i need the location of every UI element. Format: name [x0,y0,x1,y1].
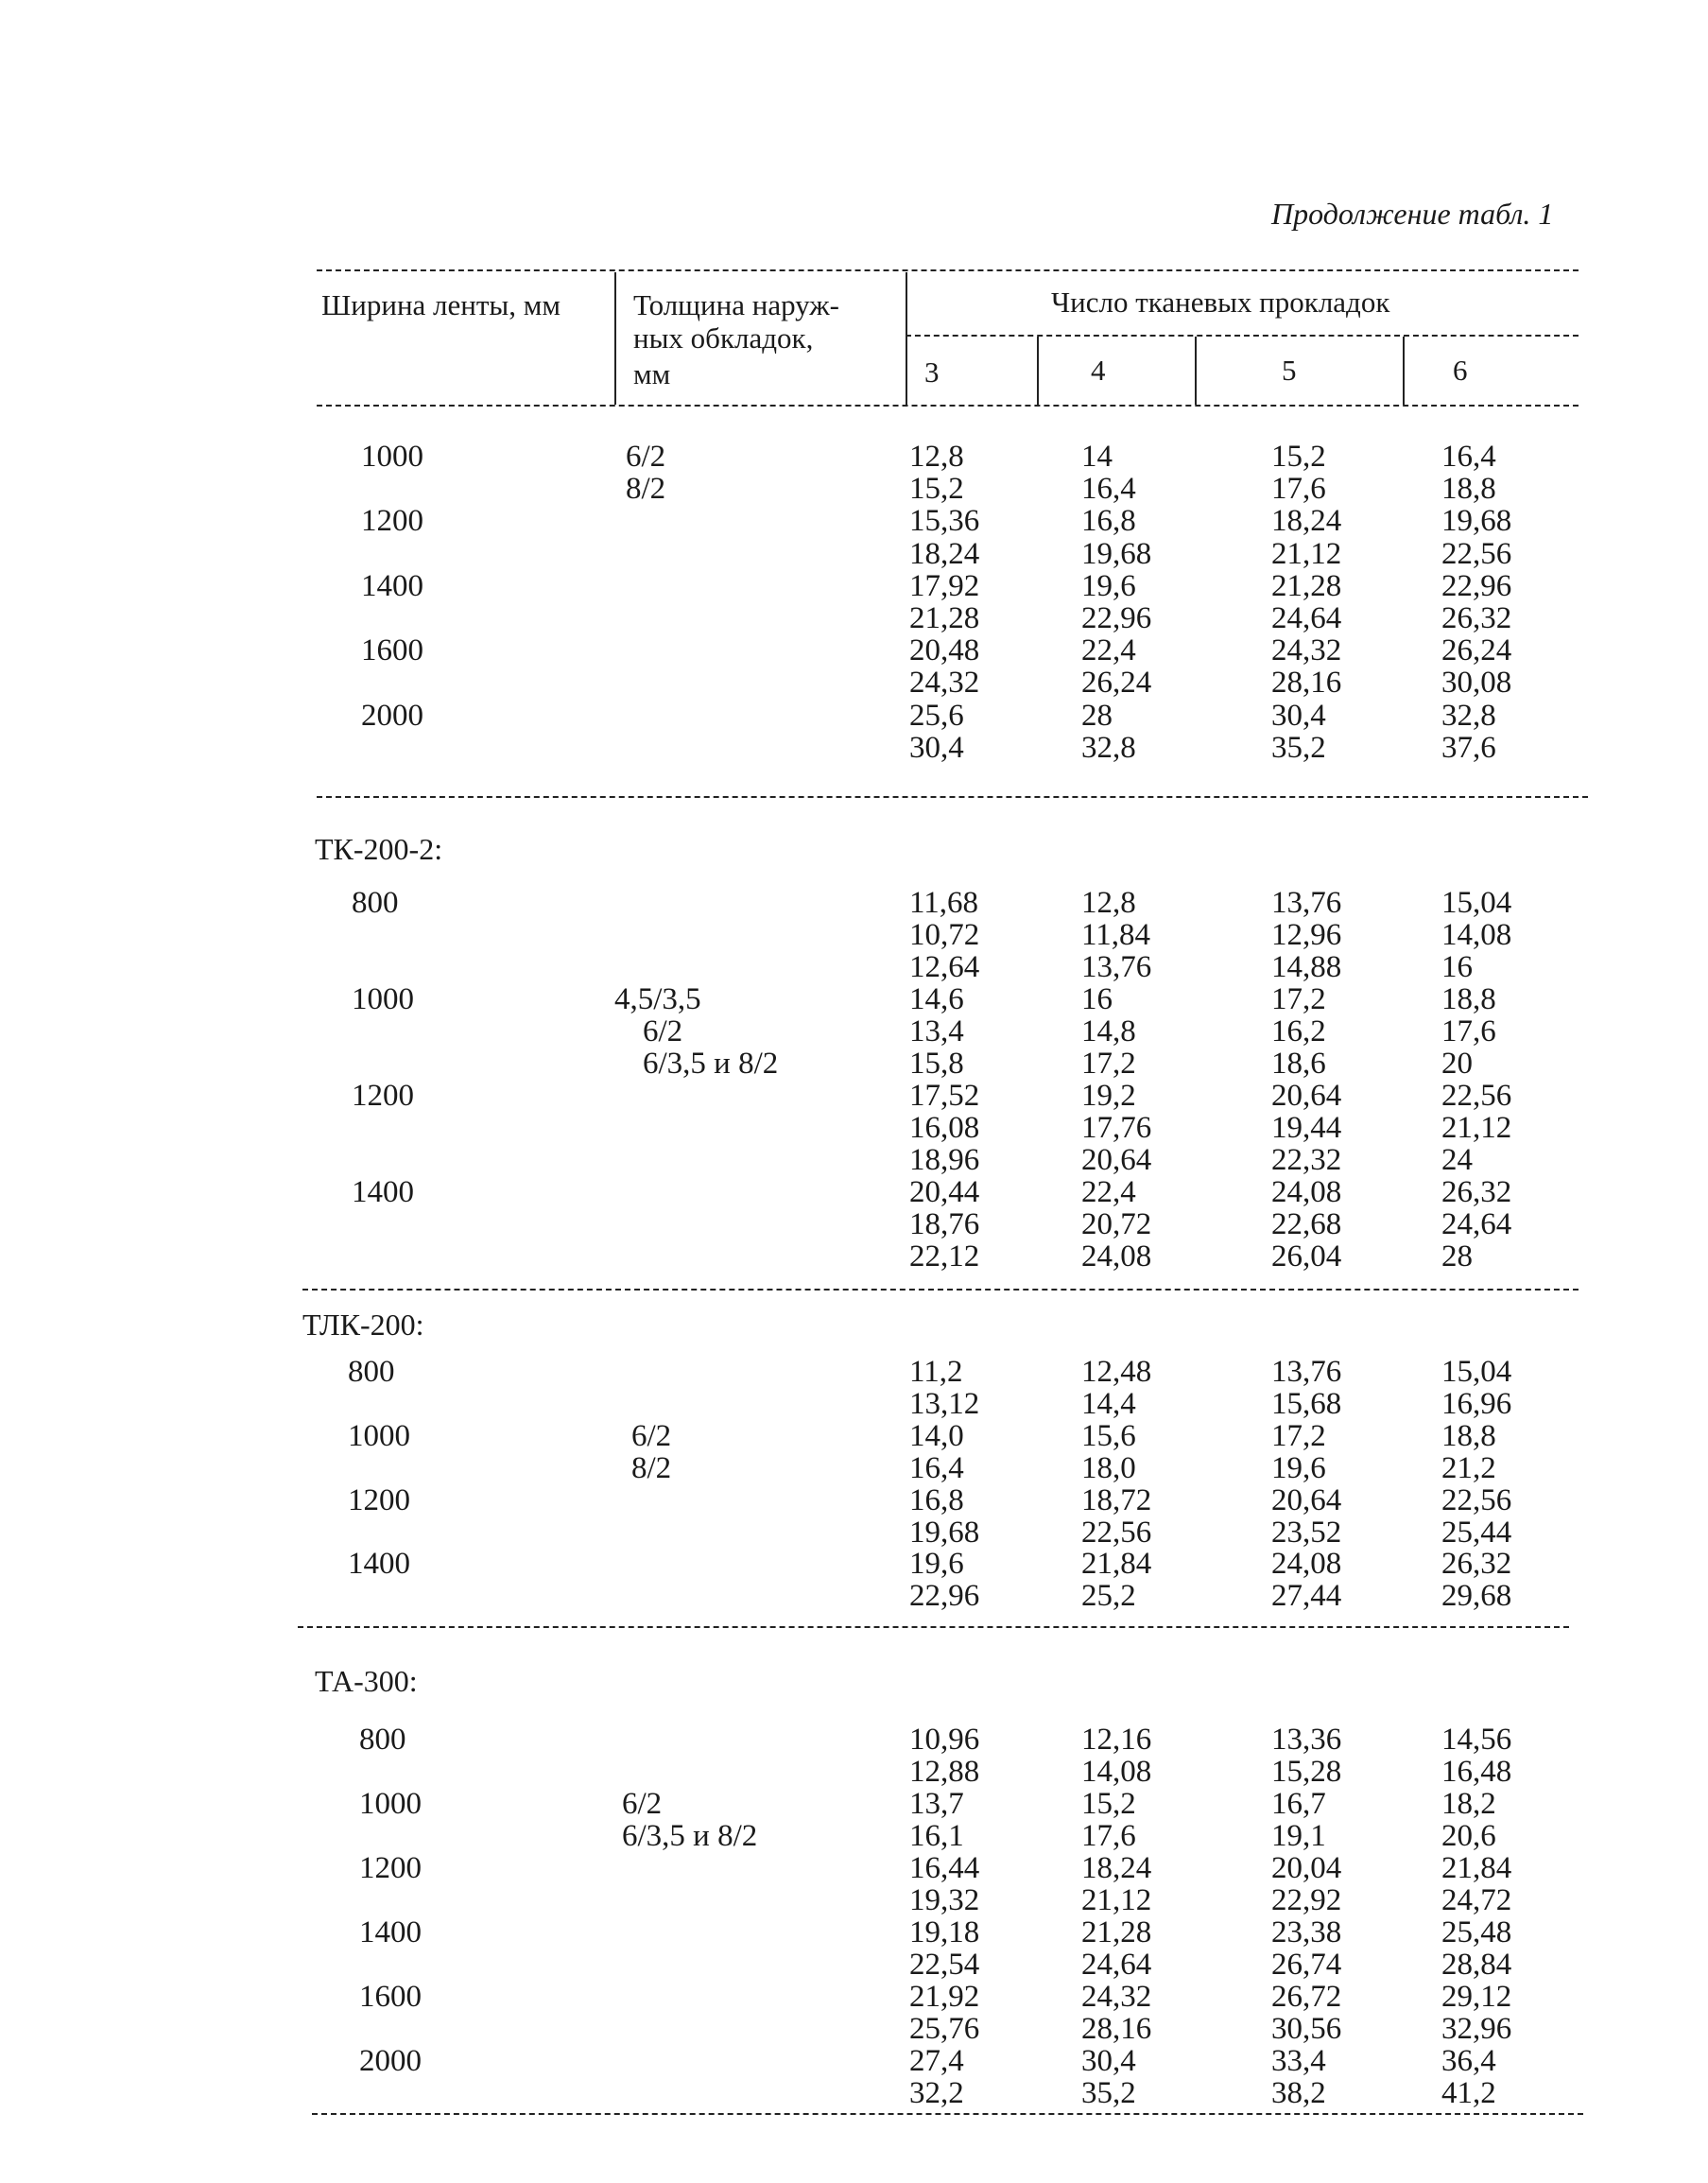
strength-value-cell: 25,48 [1441,1915,1512,1949]
strength-value-cell: 20 [1441,1047,1473,1081]
header-ply-6: 6 [1453,354,1468,387]
strength-value-cell: 30,08 [1441,666,1512,700]
strength-value-cell: 13,76 [1271,1355,1342,1389]
strength-value-cell: 18,76 [909,1207,980,1241]
strength-value-cell: 15,28 [1271,1755,1342,1789]
header-thickness-line3: мм [633,357,671,390]
strength-value-cell: 15,04 [1441,1355,1512,1389]
strength-value-cell: 15,6 [1081,1419,1136,1453]
strength-value-cell: 11,68 [909,886,979,920]
header-ply-3: 3 [924,355,940,389]
strength-value-cell: 24,08 [1081,1239,1152,1273]
strength-value-cell: 15,2 [909,472,964,506]
belt-width-cell: 800 [359,1723,406,1757]
header-divider-2 [906,272,907,405]
strength-value-cell: 13,12 [909,1387,980,1421]
strength-value-cell: 24,08 [1271,1547,1342,1581]
strength-value-cell: 18,2 [1441,1787,1496,1821]
strength-value-cell: 28 [1081,699,1113,733]
header-thickness-line1: Толщина наруж- [633,288,839,321]
strength-value-cell: 13,4 [909,1014,964,1048]
strength-value-cell: 26,74 [1271,1948,1342,1982]
belt-width-cell: 1200 [352,1079,414,1113]
belt-width-cell: 1000 [359,1787,422,1821]
strength-value-cell: 32,8 [1441,699,1496,733]
strength-value-cell: 16,1 [909,1819,964,1853]
strength-value-cell: 20,6 [1441,1819,1496,1853]
strength-value-cell: 13,76 [1271,886,1342,920]
strength-value-cell: 22,4 [1081,1175,1136,1209]
belt-width-cell: 1600 [361,633,423,667]
strength-value-cell: 27,4 [909,2044,964,2078]
strength-value-cell: 12,8 [909,440,964,474]
strength-value-cell: 28,84 [1441,1948,1512,1982]
strength-value-cell: 15,68 [1271,1387,1342,1421]
strength-value-cell: 16,2 [1271,1014,1326,1048]
header-divider-1 [614,272,616,405]
header-ply-5: 5 [1282,354,1297,387]
header-divider-5 [1403,337,1405,405]
strength-value-cell: 18,0 [1081,1451,1136,1485]
strength-value-cell: 21,12 [1441,1111,1512,1145]
strength-value-cell: 22,12 [909,1239,980,1273]
strength-value-cell: 32,2 [909,2076,964,2110]
strength-value-cell: 21,28 [1081,1915,1152,1949]
cover-thickness-cell: 8/2 [626,472,666,506]
strength-value-cell: 16,8 [909,1483,964,1517]
strength-value-cell: 21,12 [1081,1883,1152,1917]
strength-value-cell: 14,4 [1081,1387,1136,1421]
strength-value-cell: 19,1 [1271,1819,1326,1853]
strength-value-cell: 22,56 [1081,1516,1152,1550]
strength-value-cell: 35,2 [1271,731,1326,765]
strength-value-cell: 22,56 [1441,537,1512,571]
cover-thickness-cell: 6/2 [626,440,666,474]
strength-value-cell: 26,24 [1441,633,1512,667]
strength-value-cell: 24,64 [1081,1948,1152,1982]
strength-value-cell: 17,2 [1271,982,1326,1016]
cover-thickness-cell: 4,5/3,5 [614,982,701,1016]
strength-value-cell: 28,16 [1081,2012,1152,2046]
strength-value-cell: 17,52 [909,1079,980,1113]
strength-value-cell: 22,56 [1441,1079,1512,1113]
strength-value-cell: 17,2 [1081,1047,1136,1081]
strength-value-cell: 15,36 [909,504,980,538]
strength-value-cell: 21,2 [1441,1451,1496,1485]
strength-value-cell: 15,2 [1081,1787,1136,1821]
header-inner-rule [906,335,1579,337]
strength-value-cell: 28,16 [1271,666,1342,700]
strength-value-cell: 30,56 [1271,2012,1342,2046]
strength-value-cell: 20,72 [1081,1207,1152,1241]
strength-value-cell: 12,8 [1081,886,1136,920]
strength-value-cell: 33,4 [1271,2044,1326,2078]
strength-value-cell: 26,32 [1441,1547,1512,1581]
strength-value-cell: 19,2 [1081,1079,1136,1113]
strength-value-cell: 21,92 [909,1980,980,2014]
strength-value-cell: 21,84 [1441,1851,1512,1885]
strength-value-cell: 38,2 [1271,2076,1326,2110]
strength-value-cell: 16,4 [1081,472,1136,506]
strength-value-cell: 26,32 [1441,1175,1512,1209]
strength-value-cell: 19,68 [909,1516,980,1550]
strength-value-cell: 14,08 [1081,1755,1152,1789]
strength-value-cell: 24,64 [1441,1207,1512,1241]
strength-value-cell: 22,96 [1441,569,1512,603]
strength-value-cell: 25,76 [909,2012,980,2046]
strength-value-cell: 23,52 [1271,1516,1342,1550]
strength-value-cell: 20,48 [909,633,980,667]
header-width-label: Ширина ленты, мм [321,288,561,321]
cover-thickness-cell: 6/2 [631,1419,672,1453]
strength-value-cell: 20,04 [1271,1851,1342,1885]
strength-value-cell: 15,8 [909,1047,964,1081]
strength-value-cell: 24,32 [1271,633,1342,667]
cover-thickness-cell: 8/2 [631,1451,672,1485]
section-title: ТА-300: [315,1664,418,1698]
strength-value-cell: 16,48 [1441,1755,1512,1789]
strength-value-cell: 17,6 [1441,1014,1496,1048]
strength-value-cell: 19,44 [1271,1111,1342,1145]
belt-width-cell: 800 [348,1355,395,1389]
strength-value-cell: 21,28 [909,601,980,635]
strength-value-cell: 20,64 [1271,1079,1342,1113]
strength-value-cell: 14,6 [909,982,964,1016]
strength-value-cell: 19,6 [1081,569,1136,603]
section-title: ТЛК-200: [302,1308,424,1342]
strength-value-cell: 24,32 [1081,1980,1152,2014]
strength-value-cell: 20,64 [1081,1143,1152,1177]
strength-value-cell: 30,4 [909,731,964,765]
strength-value-cell: 18,24 [1271,504,1342,538]
belt-width-cell: 1200 [361,504,423,538]
strength-value-cell: 14,88 [1271,950,1342,984]
strength-value-cell: 18,6 [1271,1047,1326,1081]
section-title: ТК-200-2: [315,832,443,866]
strength-value-cell: 13,36 [1271,1723,1342,1757]
strength-value-cell: 16 [1441,950,1473,984]
strength-value-cell: 16 [1081,982,1113,1016]
strength-value-cell: 24 [1441,1143,1473,1177]
strength-value-cell: 16,44 [909,1851,980,1885]
strength-value-cell: 18,8 [1441,1419,1496,1453]
strength-value-cell: 19,18 [909,1915,980,1949]
belt-width-cell: 1000 [361,440,423,474]
header-top-rule [317,269,1579,271]
strength-value-cell: 13,7 [909,1787,964,1821]
strength-value-cell: 37,6 [1441,731,1496,765]
strength-value-cell: 17,76 [1081,1111,1152,1145]
strength-value-cell: 18,96 [909,1143,980,1177]
belt-width-cell: 1400 [348,1547,410,1581]
strength-value-cell: 24,08 [1271,1175,1342,1209]
strength-value-cell: 28 [1441,1239,1473,1273]
strength-value-cell: 14 [1081,440,1113,474]
strength-value-cell: 12,48 [1081,1355,1152,1389]
strength-value-cell: 24,64 [1271,601,1342,635]
strength-value-cell: 20,64 [1271,1483,1342,1517]
strength-value-cell: 24,72 [1441,1883,1512,1917]
strength-value-cell: 22,54 [909,1948,980,1982]
strength-value-cell: 19,32 [909,1883,980,1917]
strength-value-cell: 25,44 [1441,1516,1512,1550]
strength-value-cell: 36,4 [1441,2044,1496,2078]
strength-value-cell: 27,44 [1271,1579,1342,1613]
strength-value-cell: 13,76 [1081,950,1152,984]
belt-width-cell: 1000 [348,1419,410,1453]
strength-value-cell: 14,08 [1441,918,1512,952]
header-ply-4: 4 [1091,354,1106,387]
strength-value-cell: 22,4 [1081,633,1136,667]
strength-value-cell: 17,92 [909,569,980,603]
strength-value-cell: 22,96 [1081,601,1152,635]
strength-value-cell: 16,8 [1081,504,1136,538]
header-divider-3 [1037,337,1039,405]
strength-value-cell: 29,68 [1441,1579,1512,1613]
strength-value-cell: 17,6 [1271,472,1326,506]
strength-value-cell: 18,8 [1441,982,1496,1016]
strength-value-cell: 18,24 [1081,1851,1152,1885]
strength-value-cell: 14,0 [909,1419,964,1453]
strength-value-cell: 18,8 [1441,472,1496,506]
strength-value-cell: 12,16 [1081,1723,1152,1757]
strength-value-cell: 19,68 [1441,504,1512,538]
strength-value-cell: 22,56 [1441,1483,1512,1517]
strength-value-cell: 19,6 [909,1547,964,1581]
belt-width-cell: 1400 [359,1915,422,1949]
strength-value-cell: 22,96 [909,1579,980,1613]
strength-value-cell: 14,8 [1081,1014,1136,1048]
header-thickness-line2: ных обкладок, [633,321,814,355]
strength-value-cell: 19,68 [1081,537,1152,571]
strength-value-cell: 24,32 [909,666,980,700]
strength-value-cell: 22,68 [1271,1207,1342,1241]
strength-value-cell: 25,6 [909,699,964,733]
belt-width-cell: 2000 [361,699,423,733]
cover-thickness-cell: 6/3,5 и 8/2 [622,1819,758,1853]
strength-value-cell: 17,6 [1081,1819,1136,1853]
strength-value-cell: 29,12 [1441,1980,1512,2014]
belt-width-cell: 800 [352,886,399,920]
table-caption: Продолжение табл. 1 [1271,197,1554,231]
strength-value-cell: 10,96 [909,1723,980,1757]
strength-value-cell: 30,4 [1081,2044,1136,2078]
strength-value-cell: 22,32 [1271,1143,1342,1177]
cover-thickness-cell: 6/2 [643,1014,683,1048]
header-divider-4 [1195,337,1197,405]
strength-value-cell: 12,96 [1271,918,1342,952]
strength-value-cell: 16,4 [909,1451,964,1485]
strength-value-cell: 30,4 [1271,699,1326,733]
belt-width-cell: 1400 [361,569,423,603]
strength-value-cell: 20,44 [909,1175,980,1209]
strength-value-cell: 16,4 [1441,440,1496,474]
cover-thickness-cell: 6/2 [622,1787,663,1821]
strength-value-cell: 32,96 [1441,2012,1512,2046]
strength-value-cell: 16,96 [1441,1387,1512,1421]
strength-value-cell: 12,88 [909,1755,980,1789]
strength-value-cell: 26,72 [1271,1980,1342,2014]
header-bottom-rule [317,405,1579,407]
section-rule [312,2113,1583,2115]
strength-value-cell: 21,28 [1271,569,1342,603]
strength-value-cell: 14,56 [1441,1723,1512,1757]
strength-value-cell: 26,32 [1441,601,1512,635]
strength-value-cell: 16,08 [909,1111,980,1145]
belt-width-cell: 2000 [359,2044,422,2078]
strength-value-cell: 26,24 [1081,666,1152,700]
strength-value-cell: 15,2 [1271,440,1326,474]
strength-value-cell: 10,72 [909,918,980,952]
strength-value-cell: 15,04 [1441,886,1512,920]
strength-value-cell: 11,2 [909,1355,963,1389]
belt-width-cell: 1200 [359,1851,422,1885]
strength-value-cell: 41,2 [1441,2076,1496,2110]
belt-width-cell: 1000 [352,982,414,1016]
strength-value-cell: 35,2 [1081,2076,1136,2110]
strength-value-cell: 16,7 [1271,1787,1326,1821]
cover-thickness-cell: 6/3,5 и 8/2 [643,1047,779,1081]
strength-value-cell: 21,84 [1081,1547,1152,1581]
belt-width-cell: 1400 [352,1175,414,1209]
strength-value-cell: 11,84 [1081,918,1151,952]
strength-value-cell: 18,24 [909,537,980,571]
strength-value-cell: 26,04 [1271,1239,1342,1273]
strength-value-cell: 21,12 [1271,537,1342,571]
strength-value-cell: 12,64 [909,950,980,984]
strength-value-cell: 22,92 [1271,1883,1342,1917]
strength-value-cell: 18,72 [1081,1483,1152,1517]
section-rule [317,796,1588,798]
strength-value-cell: 25,2 [1081,1579,1136,1613]
section-rule [298,1626,1569,1628]
section-rule [302,1289,1579,1291]
header-plies-label: Число тканевых прокладок [1051,286,1390,319]
belt-width-cell: 1600 [359,1980,422,2014]
strength-value-cell: 23,38 [1271,1915,1342,1949]
strength-value-cell: 19,6 [1271,1451,1326,1485]
strength-value-cell: 17,2 [1271,1419,1326,1453]
strength-value-cell: 32,8 [1081,731,1136,765]
belt-width-cell: 1200 [348,1483,410,1517]
